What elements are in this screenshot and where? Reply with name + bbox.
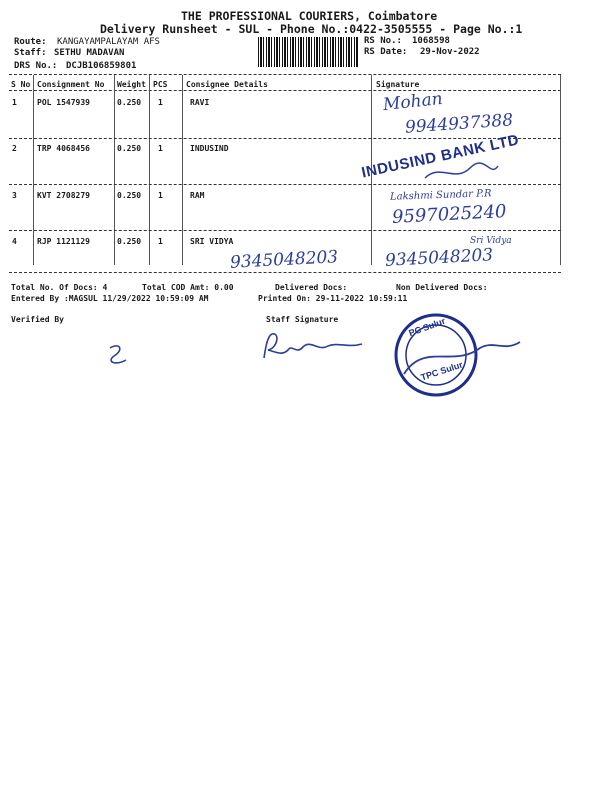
column-header: Consignment No bbox=[37, 80, 105, 89]
handwritten-phone: 9944937388 bbox=[404, 110, 514, 138]
row-pcs: 1 bbox=[158, 98, 163, 107]
row-sno: 3 bbox=[12, 191, 17, 200]
non-delivered-docs: Non Delivered Docs: bbox=[396, 283, 488, 292]
rs-date-label: RS Date: bbox=[364, 47, 408, 57]
row-consignment: TRP 4068456 bbox=[37, 144, 90, 153]
row-consignment: POL 1547939 bbox=[37, 98, 90, 107]
row-consignee: RAVI bbox=[190, 98, 210, 107]
row-pcs: 1 bbox=[158, 144, 163, 153]
printed-on: Printed On: 29-11-2022 10:59:11 bbox=[258, 294, 408, 303]
row-weight: 0.250 bbox=[117, 98, 142, 107]
verified-by-label: Verified By bbox=[11, 315, 64, 324]
row-weight: 0.250 bbox=[117, 237, 142, 246]
row-weight: 0.250 bbox=[117, 144, 142, 153]
column-header: Consignee Details bbox=[186, 80, 268, 89]
office-stamp bbox=[384, 312, 524, 398]
col-separator bbox=[33, 75, 34, 265]
delivered-docs: Delivered Docs: bbox=[275, 283, 348, 292]
row-pcs: 1 bbox=[158, 191, 163, 200]
verified-signature bbox=[102, 340, 132, 370]
col-separator bbox=[149, 75, 150, 265]
handwritten-phone: 9345048203 bbox=[229, 247, 339, 273]
row-divider bbox=[9, 230, 561, 231]
staff-label: Staff: bbox=[14, 48, 47, 58]
table-top-rule bbox=[9, 74, 561, 75]
bank-stamp: INDUSIND BANK LTD bbox=[359, 131, 521, 182]
barcode-image bbox=[258, 37, 358, 67]
handwritten-phone: 9597025240 bbox=[391, 201, 508, 228]
drs-value: DCJB106859801 bbox=[66, 61, 137, 71]
column-header: Signature bbox=[376, 80, 420, 89]
row-consignment: RJP 1121129 bbox=[37, 237, 90, 246]
table-bottom-rule bbox=[9, 272, 561, 273]
bank-stamp-scribble bbox=[420, 158, 500, 188]
stamp-text-bottom: TPC Sulur bbox=[419, 359, 464, 383]
row-consignee: SRI VIDYA bbox=[190, 237, 234, 246]
handwritten-name: Lakshmi Sundar P.R bbox=[389, 188, 492, 203]
column-header: PCS bbox=[153, 80, 168, 89]
row-consignee: INDUSIND bbox=[190, 144, 229, 153]
col-separator bbox=[182, 75, 183, 265]
stamp-text-top: PC Sulur bbox=[407, 315, 447, 339]
col-separator bbox=[560, 75, 561, 265]
col-separator bbox=[114, 75, 115, 265]
route-value: KANGAYAMPALAYAM AFS bbox=[57, 37, 160, 47]
row-consignment: KVT 2708279 bbox=[37, 191, 90, 200]
row-sno: 4 bbox=[12, 237, 17, 246]
total-cod: Total COD Amt: 0.00 bbox=[142, 283, 234, 292]
drs-label: DRS No.: bbox=[14, 61, 58, 71]
row-pcs: 1 bbox=[158, 237, 163, 246]
staff-value: SETHU MADAVAN bbox=[54, 48, 125, 58]
staff-signature-scribble bbox=[258, 330, 368, 364]
column-header: S No bbox=[11, 80, 31, 89]
staff-signature-label: Staff Signature bbox=[266, 315, 339, 324]
row-sno: 2 bbox=[12, 144, 17, 153]
route-label: Route: bbox=[14, 37, 47, 47]
rs-no-label: RS No.: bbox=[364, 36, 402, 46]
row-weight: 0.250 bbox=[117, 191, 142, 200]
total-docs: Total No. Of Docs: 4 bbox=[11, 283, 108, 292]
handwritten-phone: 9345048203 bbox=[384, 245, 494, 271]
entered-by: Entered By :MAGSUL 11/29/2022 10:59:09 AM bbox=[11, 294, 209, 303]
handwritten-name: Mohan bbox=[382, 88, 444, 116]
table-header-rule bbox=[9, 90, 561, 91]
row-sno: 1 bbox=[12, 98, 17, 107]
company-title: THE PROFESSIONAL COURIERS, Coimbatore bbox=[181, 9, 438, 23]
handwritten-name: Sri Vidya bbox=[470, 236, 512, 246]
row-consignee: RAM bbox=[190, 191, 205, 200]
column-header: Weight bbox=[117, 80, 146, 89]
rs-date-value: 29-Nov-2022 bbox=[420, 47, 480, 57]
rs-no-value: 1068598 bbox=[412, 36, 450, 46]
runsheet-title: Delivery Runsheet - SUL - Phone No.:0422-3505555 - Page No.:1 bbox=[100, 22, 523, 36]
